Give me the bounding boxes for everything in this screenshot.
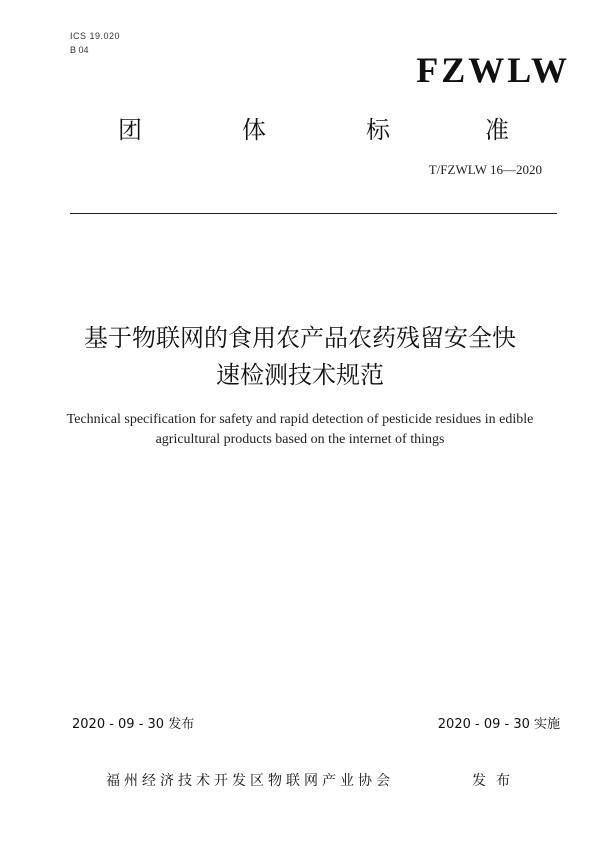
standard-code: T/FZWLW 16—2020 (428, 162, 542, 177)
ics-code: ICS 19.020 (70, 31, 121, 41)
standard-type-char: 团 (118, 116, 142, 144)
standard-type (0, 115, 600, 145)
title-chinese-line-2: 速检测技术规范 (216, 361, 384, 389)
title-english-line-2: agricultural products based on the internet of things (155, 432, 445, 447)
ccs-code: B 04 (70, 45, 89, 55)
publish-label: 发布 (472, 773, 520, 789)
title-english-line-1: Technical specification for safety and rapid detection of pesticide residues in edible (66, 412, 534, 427)
implementation-date: 2020 - 09 - 30 实施 (437, 717, 560, 732)
header-divider (70, 213, 557, 214)
standard-type-char: 标 (366, 116, 390, 144)
standard-type-char: 体 (242, 116, 266, 144)
organization-code: FZWLW (416, 50, 570, 90)
title-chinese-line-1: 基于物联网的食用农产品农药残留安全快 (84, 324, 516, 352)
issue-date: 2020 - 09 - 30 发布 (72, 717, 195, 732)
standard-type-char: 准 (485, 116, 509, 144)
publisher-name: 福州经济技术开发区物联网产业协会 (106, 773, 394, 789)
